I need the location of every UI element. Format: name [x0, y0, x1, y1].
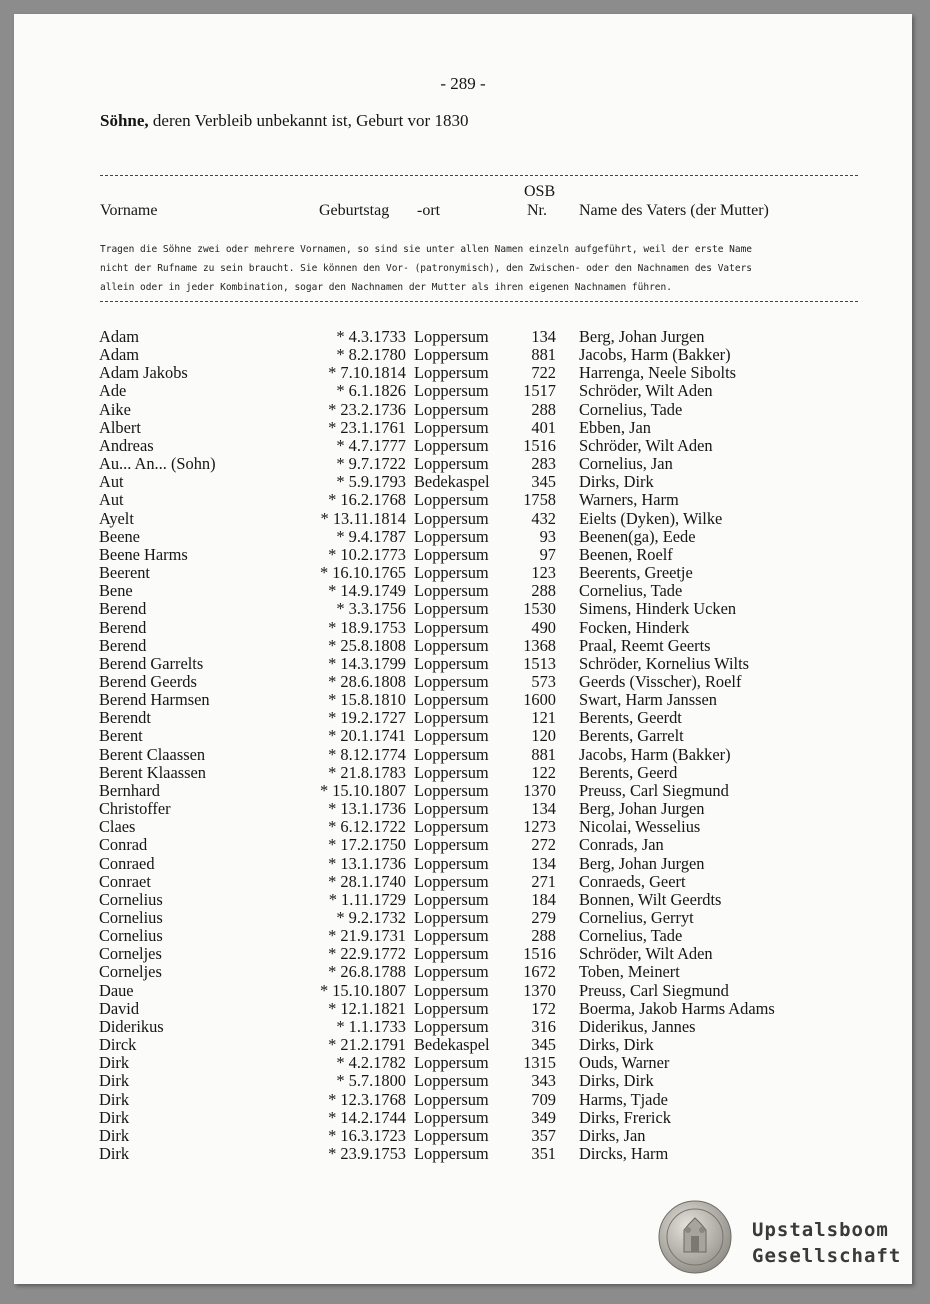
cell-osb: 288 — [531, 926, 556, 946]
cell-osb: 881 — [531, 345, 556, 365]
cell-ort: Loppersum — [414, 435, 489, 455]
cell-geburtstag: * 6.1.1826 — [336, 381, 406, 401]
cell-vorname: Ade — [99, 381, 127, 401]
col-header-vater: Name des Vaters (der Mutter) — [579, 202, 769, 219]
cell-vater: Toben, Meinert — [579, 962, 680, 982]
cell-vorname: Beene Harms — [99, 544, 188, 564]
cell-geburtstag: * 1.11.1729 — [328, 889, 406, 909]
cell-osb: 881 — [531, 744, 556, 764]
cell-osb: 272 — [531, 835, 556, 855]
cell-geburtstag: * 15.10.1807 — [319, 980, 406, 1000]
table-row — [14, 709, 912, 727]
cell-osb: 357 — [531, 1125, 556, 1145]
page-title — [100, 111, 468, 131]
cell-ort: Loppersum — [414, 544, 489, 564]
cell-vater: Cornelius, Tade — [579, 399, 683, 419]
cell-ort: Loppersum — [414, 1053, 489, 1073]
col-header-nr: Nr. — [527, 202, 547, 219]
cell-vater: Beenen, Roelf — [579, 544, 673, 564]
cell-vorname: Andreas — [99, 435, 154, 455]
cell-vorname: Berend Geerds — [99, 671, 197, 691]
cell-vorname: Conrad — [99, 835, 148, 855]
cell-ort: Loppersum — [414, 708, 489, 728]
table-row — [14, 963, 912, 981]
table-row — [14, 764, 912, 782]
cell-osb: 1530 — [523, 599, 556, 619]
cell-ort: Loppersum — [414, 363, 489, 383]
cell-vorname: Corneljes — [99, 962, 162, 982]
cell-osb: 1273 — [523, 817, 556, 837]
cell-osb: 288 — [531, 399, 556, 419]
cell-geburtstag: * 9.4.1787 — [336, 526, 406, 546]
table-row — [14, 836, 912, 854]
cell-vorname: David — [99, 998, 140, 1018]
table-row — [14, 1145, 912, 1163]
cell-geburtstag: * 9.2.1732 — [336, 908, 406, 927]
table-row — [14, 346, 912, 364]
cell-vorname: Claes — [99, 817, 136, 837]
cell-ort: Loppersum — [414, 526, 489, 546]
cell-ort: Loppersum — [414, 345, 489, 365]
cell-geburtstag: * 16.10.1765 — [319, 563, 406, 583]
cell-osb: 134 — [531, 853, 556, 873]
table-row — [14, 891, 912, 909]
table-row — [14, 564, 912, 582]
cell-ort: Loppersum — [414, 944, 489, 964]
cell-osb: 573 — [531, 671, 556, 691]
cell-geburtstag: * 4.2.1782 — [336, 1053, 406, 1073]
cell-vater: Beenen(ga), Eede — [579, 526, 696, 546]
cell-ort: Loppersum — [414, 871, 489, 891]
cell-vater: Schröder, Wilt Aden — [579, 435, 713, 455]
table-row — [14, 1018, 912, 1036]
cell-osb: 134 — [531, 799, 556, 819]
cell-geburtstag: * 19.2.1727 — [328, 708, 406, 728]
cell-vorname: Dirk — [99, 1144, 130, 1164]
cell-vorname: Ayelt — [99, 508, 134, 528]
table-row — [14, 364, 912, 382]
cell-ort: Loppersum — [414, 490, 489, 510]
cell-vater: Dirks, Jan — [579, 1125, 646, 1145]
brand-logotype — [752, 1217, 901, 1269]
cell-ort: Loppersum — [414, 399, 489, 419]
table-row — [14, 982, 912, 1000]
cell-geburtstag: * 3.3.1756 — [336, 599, 406, 619]
col-header-vorname: Vorname — [100, 202, 158, 219]
cell-osb: 283 — [531, 454, 556, 474]
table-row — [14, 1054, 912, 1072]
table-row — [14, 328, 912, 346]
cell-osb: 722 — [531, 363, 556, 383]
cell-ort: Loppersum — [414, 417, 489, 437]
cell-vater: Harms, Tjade — [579, 1089, 668, 1109]
cell-vorname: Corneljes — [99, 944, 162, 964]
cell-vater: Preuss, Carl Siegmund — [579, 980, 729, 1000]
cell-ort: Loppersum — [414, 635, 489, 655]
cell-osb: 123 — [531, 563, 556, 583]
cell-vater: Praal, Reemt Geerts — [579, 635, 711, 655]
cell-vorname: Beerent — [99, 563, 150, 583]
cell-osb: 432 — [531, 508, 556, 528]
cell-vater: Dircks, Harm — [579, 1144, 669, 1164]
cell-osb: 93 — [539, 526, 556, 546]
col-header-ort: -ort — [417, 202, 441, 219]
table-row — [14, 382, 912, 400]
cell-vater: Focken, Hinderk — [579, 617, 690, 637]
cell-vater: Schröder, Kornelius Wilts — [579, 653, 750, 673]
cell-ort: Loppersum — [414, 381, 489, 401]
cell-geburtstag: * 15.10.1807 — [319, 780, 406, 800]
cell-ort: Loppersum — [414, 762, 489, 782]
cell-ort: Loppersum — [414, 1144, 489, 1164]
cell-vater: Dirks, Dirk — [579, 1035, 654, 1055]
cell-vater: Warners, Harm — [579, 490, 679, 510]
cell-ort: Loppersum — [414, 980, 489, 1000]
seal-icon — [658, 1200, 732, 1274]
table-row — [14, 437, 912, 455]
cell-vorname: Bene — [99, 581, 133, 601]
table-row — [14, 873, 912, 891]
cell-vater: Cornelius, Jan — [579, 454, 673, 474]
cell-vorname: Adam Jakobs — [99, 363, 188, 383]
table-row — [14, 1072, 912, 1090]
cell-ort: Loppersum — [414, 926, 489, 946]
cell-osb: 120 — [531, 726, 556, 746]
document-page — [14, 14, 912, 1284]
table-row — [14, 909, 912, 927]
cell-geburtstag: * 16.3.1723 — [328, 1125, 406, 1145]
cell-geburtstag: * 23.1.1761 — [328, 417, 406, 437]
cell-osb: 1315 — [523, 1053, 556, 1073]
cell-geburtstag: * 17.2.1750 — [328, 835, 406, 855]
table-row — [14, 1109, 912, 1127]
cell-ort: Loppersum — [414, 889, 489, 909]
cell-ort: Loppersum — [414, 599, 489, 619]
divider-top — [100, 175, 858, 176]
table-row — [14, 727, 912, 745]
cell-vater: Berg, Johan Jurgen — [579, 799, 705, 819]
page-number: - 289 - — [440, 74, 486, 93]
cell-vorname: Berend — [99, 635, 147, 655]
cell-ort: Loppersum — [414, 653, 489, 673]
cell-geburtstag: * 9.7.1722 — [336, 454, 406, 474]
cell-vater: Cornelius, Gerryt — [579, 908, 694, 927]
cell-vater: Berents, Geerdt — [579, 708, 682, 728]
table-row — [14, 673, 912, 691]
cell-vater: Cornelius, Tade — [579, 581, 683, 601]
table-row — [14, 800, 912, 818]
cell-ort: Loppersum — [414, 671, 489, 691]
cell-ort: Loppersum — [414, 780, 489, 800]
cell-geburtstag: * 22.9.1772 — [328, 944, 406, 964]
cell-vorname: Christoffer — [99, 799, 171, 819]
table-row — [14, 945, 912, 963]
table-row — [14, 546, 912, 564]
cell-vater: Eielts (Dyken), Wilke — [579, 508, 723, 528]
cell-osb: 121 — [531, 708, 556, 728]
cell-vorname: Aut — [99, 490, 124, 510]
cell-geburtstag: * 10.2.1773 — [328, 544, 406, 564]
cell-osb: 345 — [531, 1035, 556, 1055]
cell-geburtstag: * 21.8.1783 — [328, 762, 406, 782]
divider-bottom — [100, 301, 858, 302]
cell-geburtstag: * 12.3.1768 — [328, 1089, 406, 1109]
cell-vater: Berents, Geerd — [579, 762, 678, 782]
table-row — [14, 473, 912, 491]
cell-vorname: Berend — [99, 617, 147, 637]
cell-ort: Loppersum — [414, 690, 489, 710]
cell-ort: Loppersum — [414, 508, 489, 528]
cell-vorname: Dirk — [99, 1071, 130, 1091]
cell-geburtstag: * 14.3.1799 — [328, 653, 406, 673]
table-row — [14, 1000, 912, 1018]
cell-osb: 709 — [531, 1089, 556, 1109]
cell-osb: 122 — [531, 762, 556, 782]
cell-vorname: Berendt — [99, 708, 151, 728]
table-row — [14, 855, 912, 873]
cell-osb: 351 — [531, 1144, 556, 1164]
cell-geburtstag: * 15.8.1810 — [328, 690, 406, 710]
cell-geburtstag: * 7.10.1814 — [328, 363, 406, 383]
col-header-osb: OSB — [524, 183, 556, 200]
cell-osb: 316 — [531, 1016, 556, 1036]
cell-vorname: Daue — [99, 980, 134, 1000]
table-row — [14, 746, 912, 764]
cell-osb: 1368 — [523, 635, 556, 655]
cell-geburtstag: * 4.7.1777 — [336, 435, 406, 455]
cell-geburtstag: * 14.9.1749 — [328, 581, 406, 601]
cell-geburtstag: * 14.2.1744 — [328, 1107, 406, 1127]
cell-osb: 1758 — [523, 490, 556, 510]
cell-osb: 1516 — [523, 944, 556, 964]
cell-vater: Cornelius, Tade — [579, 926, 683, 946]
cell-ort: Loppersum — [414, 799, 489, 819]
cell-ort: Loppersum — [414, 998, 489, 1018]
table-row — [14, 782, 912, 800]
cell-osb: 134 — [531, 327, 556, 346]
cell-vater: Jacobs, Harm (Bakker) — [579, 345, 731, 365]
table-row — [14, 1091, 912, 1109]
cell-osb: 490 — [531, 617, 556, 637]
cell-vater: Beerents, Greetje — [579, 563, 693, 583]
cell-ort: Bedekaspel — [414, 472, 490, 492]
cell-ort: Loppersum — [414, 744, 489, 764]
cell-vorname: Conraet — [99, 871, 151, 891]
cell-vater: Ebben, Jan — [579, 417, 651, 437]
table-row — [14, 691, 912, 709]
table-row — [14, 1036, 912, 1054]
title-rest: deren Verbleib unbekannt ist, Geburt vor 1830 — [152, 111, 469, 130]
cell-ort: Loppersum — [414, 908, 489, 927]
cell-ort: Loppersum — [414, 835, 489, 855]
cell-ort: Loppersum — [414, 454, 489, 474]
cell-vater: Ouds, Warner — [579, 1053, 670, 1073]
brand-line-2: Gesellschaft — [752, 1245, 902, 1267]
cell-geburtstag: * 21.2.1791 — [328, 1035, 406, 1055]
cell-vater: Berg, Johan Jurgen — [579, 853, 705, 873]
cell-vorname: Berent — [99, 726, 143, 746]
cell-vorname: Adam — [99, 345, 140, 365]
cell-ort: Loppersum — [414, 563, 489, 583]
cell-vorname: Berent Claassen — [99, 744, 206, 764]
cell-vorname: Cornelius — [99, 908, 163, 927]
cell-vorname: Conraed — [99, 853, 155, 873]
cell-ort: Loppersum — [414, 726, 489, 746]
cell-geburtstag: * 13.1.1736 — [328, 799, 406, 819]
cell-osb: 1600 — [523, 690, 556, 710]
cell-ort: Loppersum — [414, 327, 489, 346]
cell-vorname: Bernhard — [99, 780, 160, 800]
cell-vorname: Cornelius — [99, 889, 163, 909]
cell-vorname: Beene — [99, 526, 140, 546]
cell-vorname: Cornelius — [99, 926, 163, 946]
cell-osb: 345 — [531, 472, 556, 492]
cell-vorname: Dirk — [99, 1053, 130, 1073]
cell-vorname: Berend Harmsen — [99, 690, 210, 710]
cell-vorname: Berend — [99, 599, 147, 619]
table-row — [14, 510, 912, 528]
cell-geburtstag: * 26.8.1788 — [328, 962, 406, 982]
cell-geburtstag: * 8.12.1774 — [328, 744, 406, 764]
cell-osb: 184 — [531, 889, 556, 909]
table-row — [14, 491, 912, 509]
cell-vater: Simens, Hinderk Ucken — [579, 599, 737, 619]
cell-osb: 401 — [531, 417, 556, 437]
cell-vorname: Dirck — [99, 1035, 137, 1055]
cell-vorname: Aike — [99, 399, 131, 419]
cell-geburtstag: * 5.7.1800 — [336, 1071, 406, 1091]
cell-geburtstag: * 20.1.1741 — [328, 726, 406, 746]
cell-geburtstag: * 16.2.1768 — [328, 490, 406, 510]
cell-ort: Loppersum — [414, 817, 489, 837]
cell-ort: Loppersum — [414, 581, 489, 601]
cell-geburtstag: * 8.2.1780 — [336, 345, 406, 365]
cell-vater: Schröder, Wilt Aden — [579, 944, 713, 964]
cell-geburtstag: * 25.8.1808 — [328, 635, 406, 655]
table-row — [14, 655, 912, 673]
cell-osb: 1370 — [523, 780, 556, 800]
table-row — [14, 401, 912, 419]
cell-vater: Swart, Harm Janssen — [579, 690, 717, 710]
cell-osb: 343 — [531, 1071, 556, 1091]
cell-vater: Nicolai, Wesselius — [579, 817, 701, 837]
table-row — [14, 637, 912, 655]
cell-osb: 1516 — [523, 435, 556, 455]
cell-vorname: Berent Klaassen — [99, 762, 206, 782]
cell-ort: Loppersum — [414, 962, 489, 982]
cell-osb: 288 — [531, 581, 556, 601]
cell-vater: Jacobs, Harm (Bakker) — [579, 744, 731, 764]
cell-geburtstag: * 12.1.1821 — [328, 998, 406, 1018]
cell-vorname: Berend Garrelts — [99, 653, 204, 673]
cell-geburtstag: * 23.2.1736 — [328, 399, 406, 419]
cell-ort: Loppersum — [414, 853, 489, 873]
cell-osb: 172 — [531, 998, 556, 1018]
cell-vorname: Albert — [99, 417, 141, 437]
explanatory-note: Tragen die Söhne zwei oder mehrere Vornamen, so sind sie unter allen Namen einzeln aufgeführt, weil der erste Name nicht der Rufname zu sein braucht. Sie können den Vor- (patronymisch), den Zwischen- oder den Nachnamen des Vaters allein oder in jeder Kombination, sogar den Nachnamen der Mutter als ihren eigenen Nachnamen führen. — [100, 244, 753, 293]
cell-vater: Diderikus, Jannes — [579, 1016, 696, 1036]
cell-vater: Boerma, Jakob Harms Adams — [579, 998, 775, 1018]
cell-vater: Dirks, Frerick — [579, 1107, 671, 1127]
cell-ort: Loppersum — [414, 1071, 489, 1091]
cell-osb: 1370 — [523, 980, 556, 1000]
cell-geburtstag: * 5.9.1793 — [336, 472, 406, 492]
table-row — [14, 619, 912, 637]
cell-vater: Geerds (Visscher), Roelf — [579, 671, 742, 691]
table-row — [14, 455, 912, 473]
table-row — [14, 419, 912, 437]
cell-ort: Loppersum — [414, 1125, 489, 1145]
cell-vater: Preuss, Carl Siegmund — [579, 780, 729, 800]
cell-vater: Berg, Johan Jurgen — [579, 327, 705, 346]
brand-line-1: Upstalsboom — [752, 1219, 889, 1241]
table-row — [14, 528, 912, 546]
cell-vorname: Adam — [99, 327, 140, 346]
table-row — [14, 818, 912, 836]
cell-vorname: Dirk — [99, 1089, 130, 1109]
cell-vorname: Diderikus — [99, 1016, 164, 1036]
table-row — [14, 927, 912, 945]
title-bold: Söhne, — [100, 111, 149, 130]
cell-vorname: Dirk — [99, 1125, 130, 1145]
cell-vater: Dirks, Dirk — [579, 472, 654, 492]
cell-osb: 97 — [539, 544, 556, 564]
entries-list — [14, 328, 912, 1163]
cell-ort: Bedekaspel — [414, 1035, 490, 1055]
cell-geburtstag: * 1.1.1733 — [336, 1016, 406, 1036]
cell-geburtstag: * 21.9.1731 — [328, 926, 406, 946]
cell-vater: Bonnen, Wilt Geerdts — [579, 889, 722, 909]
table-row — [14, 600, 912, 618]
cell-vater: Conrads, Jan — [579, 835, 664, 855]
cell-osb: 279 — [531, 908, 556, 927]
cell-vater: Conraeds, Geert — [579, 871, 686, 891]
cell-osb: 1672 — [523, 962, 556, 982]
cell-osb: 1513 — [523, 653, 556, 673]
cell-ort: Loppersum — [414, 1107, 489, 1127]
cell-geburtstag: * 6.12.1722 — [328, 817, 406, 837]
cell-vater: Berents, Garrelt — [579, 726, 684, 746]
cell-geburtstag: * 23.9.1753 — [328, 1144, 406, 1164]
cell-osb: 349 — [531, 1107, 556, 1127]
col-header-geburtstag: Geburtstag — [319, 202, 390, 219]
cell-geburtstag: * 4.3.1733 — [336, 327, 406, 346]
cell-vater: Dirks, Dirk — [579, 1071, 654, 1091]
table-row — [14, 1127, 912, 1145]
cell-geburtstag: * 13.11.1814 — [320, 508, 406, 528]
cell-vater: Schröder, Wilt Aden — [579, 381, 713, 401]
cell-vorname: Au... An... (Sohn) — [99, 454, 216, 474]
cell-ort: Loppersum — [414, 1016, 489, 1036]
table-row — [14, 582, 912, 600]
cell-vorname: Aut — [99, 472, 124, 492]
cell-geburtstag: * 28.6.1808 — [328, 671, 406, 691]
cell-vorname: Dirk — [99, 1107, 130, 1127]
cell-ort: Loppersum — [414, 1089, 489, 1109]
cell-osb: 271 — [531, 871, 556, 891]
cell-osb: 1517 — [523, 381, 556, 401]
cell-ort: Loppersum — [414, 617, 489, 637]
cell-vater: Harrenga, Neele Sibolts — [579, 363, 737, 383]
cell-geburtstag: * 13.1.1736 — [328, 853, 406, 873]
cell-geburtstag: * 28.1.1740 — [328, 871, 406, 891]
cell-geburtstag: * 18.9.1753 — [328, 617, 406, 637]
